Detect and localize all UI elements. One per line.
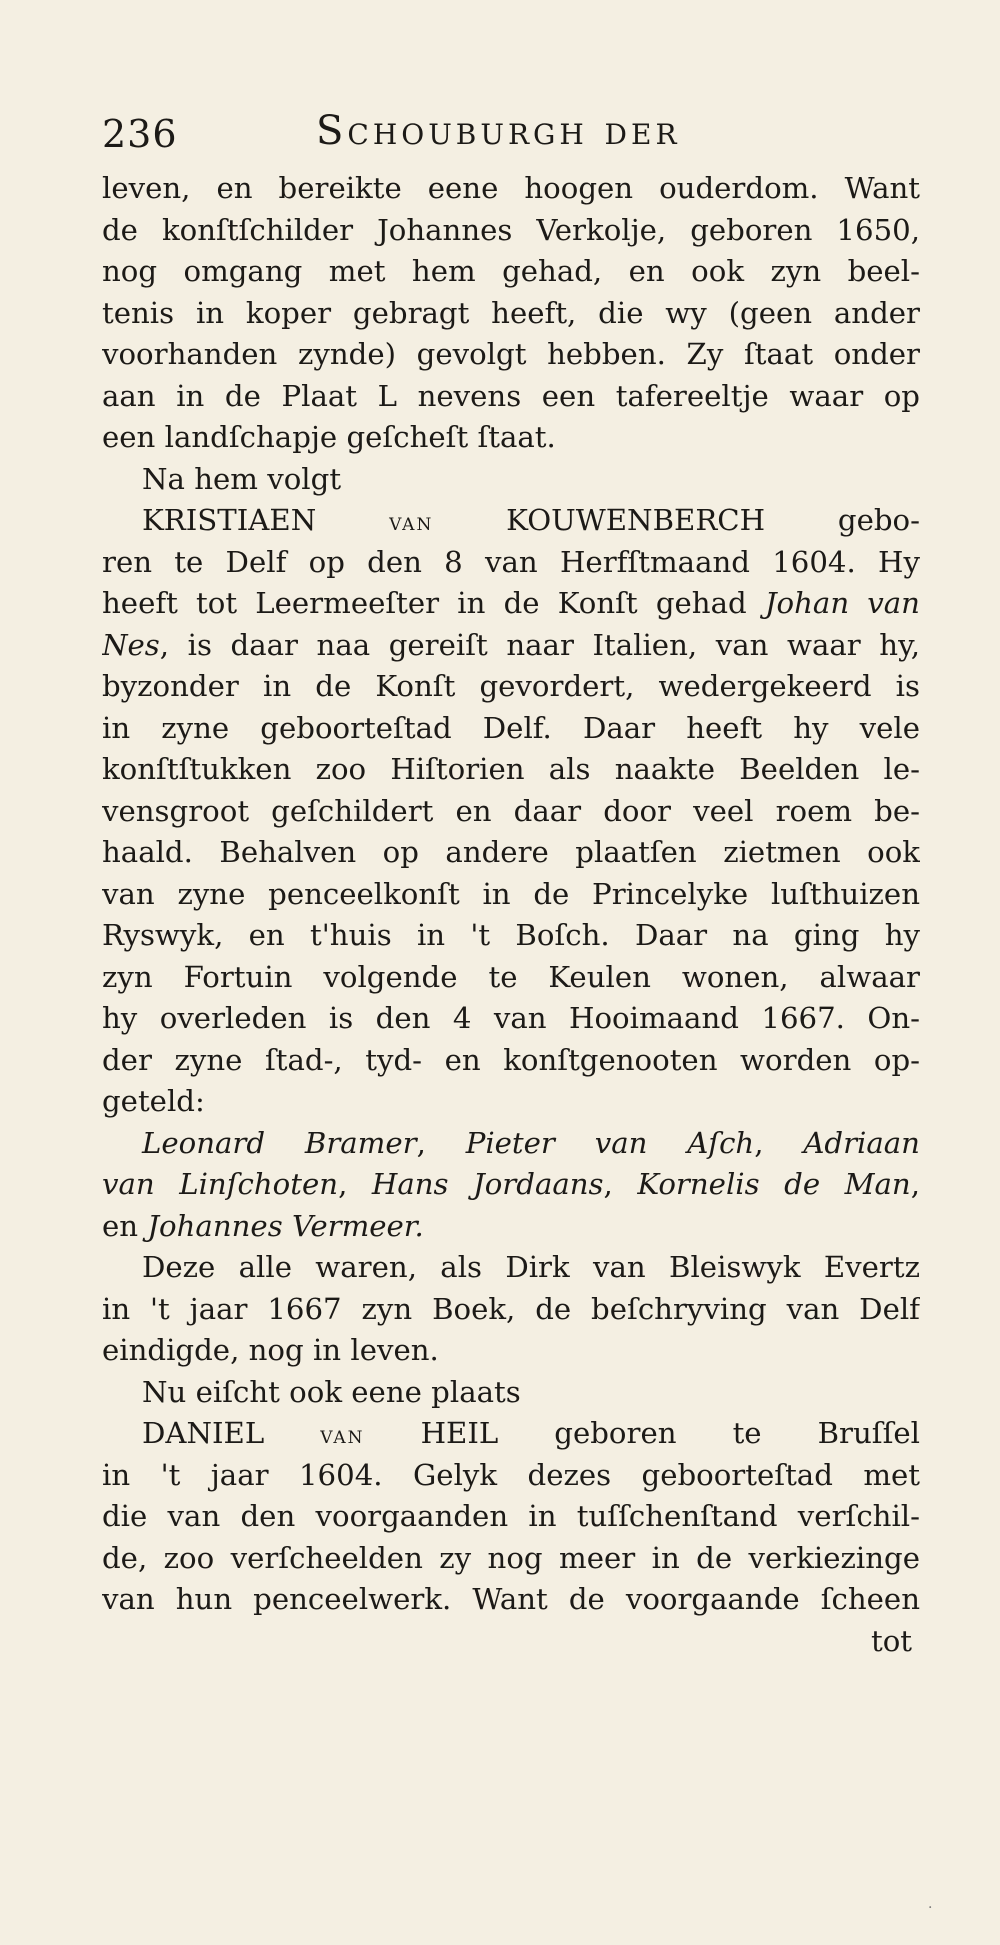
text-line: in 't jaar 1667 zyn Boek, de beſchryving van Delf <box>102 1291 920 1326</box>
names-line: en Johannes Vermeer. <box>102 1208 424 1243</box>
text-line: van hun penceelwerk. Want de voorgaande ſcheen <box>102 1582 920 1616</box>
text-line: hy overleden is den 4 van Hooimaand 1667. On- <box>102 1001 920 1035</box>
text-line: tenis in koper gebragt heeft, die wy (geen ander <box>102 295 920 330</box>
text-line: heeft tot Leermeeſter in de Konſt gehad Johan van <box>102 586 920 620</box>
book-page <box>102 108 920 1662</box>
text-line: vensgroot geſchildert en daar door veel roem be- <box>102 793 920 828</box>
text-line: van zyne penceelkonſt in de Princelyke luſthuizen <box>102 876 920 911</box>
text-line: Nes, is daar naa gereiſt naar Italien, van waar hy, <box>102 627 920 662</box>
text-line: ren te Delf op den 8 van Herfſtmaand 1604. Hy <box>102 544 920 579</box>
text-line: konſtſtukken zoo Hiſtorien als naakte Beelden le- <box>102 752 920 786</box>
text-line: haald. Behalven op andere plaatſen zietmen ook <box>102 835 920 869</box>
names-line: Leonard Bramer, Pieter van Aſch, Adriaan <box>142 1125 920 1160</box>
text-line: leven, en bereikte eene hoogen ouderdom. Want <box>102 171 920 205</box>
text-line: Nu eiſcht ook eene plaats <box>142 1374 521 1409</box>
catchword: tot <box>870 1623 912 1658</box>
text-line: de, zoo verſcheelden zy nog meer in de verkiezinge <box>102 1540 920 1575</box>
text-line: eindigde, nog in leven. <box>102 1333 439 1367</box>
names-line: van Linſchoten, Hans Jordaans, Kornelis de Man, <box>102 1167 920 1201</box>
text-line: zyn Fortuin volgende te Keulen wonen, alwaar <box>102 959 920 994</box>
text-line: de konſtſchilder Johannes Verkolje, geboren 1650, <box>102 212 920 247</box>
page-number: 236 <box>102 112 178 156</box>
running-head: Schouburgh der <box>316 108 681 154</box>
text-line: in 't jaar 1604. Gelyk dezes geboorteſtad met <box>102 1457 920 1492</box>
text-line: Deze alle waren, als Dirk van Bleiswyk Evertz <box>142 1250 920 1284</box>
page-header <box>102 108 920 168</box>
text-line: geteld: <box>102 1084 205 1118</box>
text-line: nog omgang met hem gehad, en ook zyn beel- <box>102 254 920 288</box>
text-line: in zyne geboorteſtad Delf. Daar heeft hy vele <box>102 710 920 745</box>
text-line: der zyne ſtad-, tyd- en konſtgenooten worden op- <box>102 1042 920 1077</box>
page-dust-mark: · <box>928 1900 933 1916</box>
text-line: aan in de Plaat L nevens een tafereeltje waar op <box>102 378 920 413</box>
text-line: Na hem volgt <box>142 461 342 496</box>
name-heading-line: KRISTIAEN van KOUWENBERCH gebo- <box>142 503 920 537</box>
text-line: byzonder in de Konſt gevordert, wedergekeerd is <box>102 669 920 703</box>
name-heading-line: DANIEL van HEIL geboren te Bruſſel <box>142 1416 920 1450</box>
text-line: voorhanden zynde) gevolgt hebben. Zy ſtaat onder <box>102 337 920 371</box>
text-line: Ryswyk, en t'huis in 't Boſch. Daar na ging hy <box>102 918 920 952</box>
text-line: die van den voorgaanden in tuſſchenſtand verſchil- <box>102 1499 920 1533</box>
text-line: een landſchapje geſcheſt ſtaat. <box>102 420 556 454</box>
body-text <box>102 168 920 1662</box>
